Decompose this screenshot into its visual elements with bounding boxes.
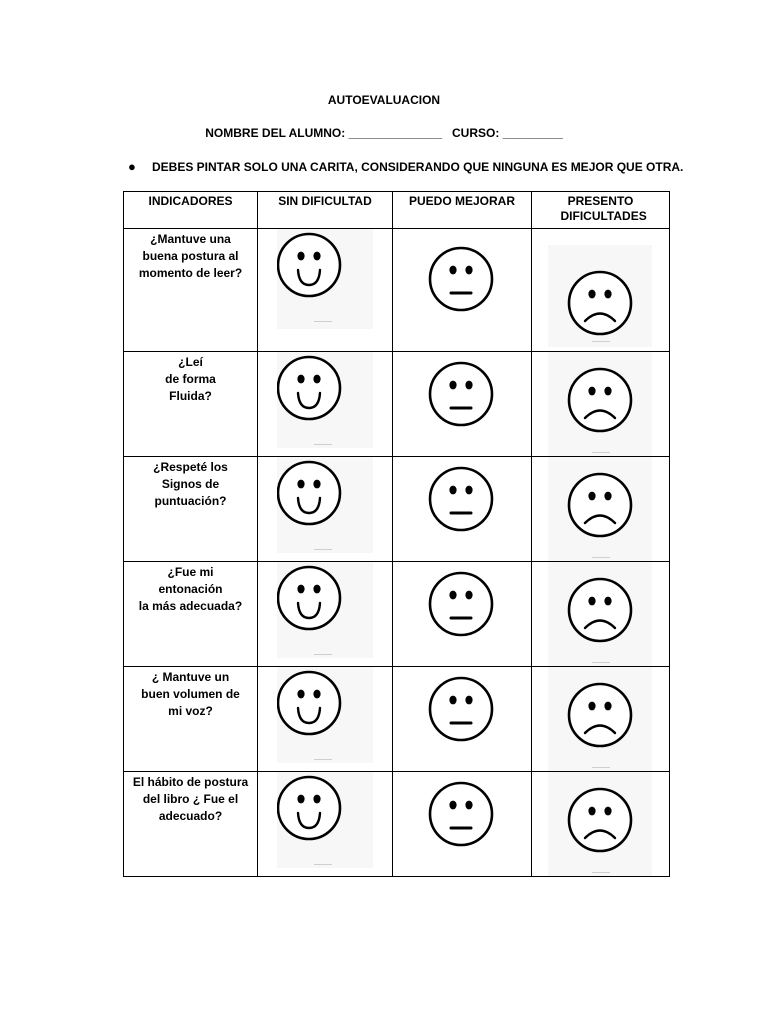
column-header-sin-dificultad: SIN DIFICULTAD [258,192,393,229]
face-option-cell[interactable] [532,229,670,352]
face-image [277,457,373,553]
indicator-text-line: Signos de [161,477,220,491]
indicator-text-line: ¿Mantuve una [150,232,231,246]
image-caption-mark [314,444,332,445]
face-image [421,673,505,757]
indicator-text-line: mi voz? [168,704,213,718]
indicator-cell [124,667,258,772]
face-image [548,352,652,456]
face-option-cell[interactable] [393,229,532,352]
indicator-cell [124,457,258,562]
table-row [124,352,670,457]
indicator-cell [124,352,258,457]
indicator-text-line: la más adecuada? [138,599,243,613]
face-option-cell[interactable] [393,772,532,877]
image-caption-mark [314,864,332,865]
table-header-row [124,192,670,229]
face-option-cell[interactable] [258,562,393,667]
face-option-cell[interactable] [393,352,532,457]
face-image [421,463,505,547]
indicator-text-line: El hábito de postura [132,775,249,789]
indicator-cell [124,772,258,877]
image-caption-mark [314,654,332,655]
image-caption-mark [592,767,610,768]
instruction-text: DEBES PINTAR SOLO UNA CARITA, CONSIDERANDO QUE NINGUNA ES MEJOR QUE OTRA. [152,160,684,174]
table-row [124,667,670,772]
face-image [548,457,652,561]
indicator-cell [124,562,258,667]
indicator-text-line: ¿Leí [178,355,203,369]
face-option-cell[interactable] [393,457,532,562]
table-row [124,772,670,877]
face-option-cell[interactable] [258,352,393,457]
image-caption-mark [314,759,332,760]
indicator-text-line: momento de leer? [138,266,243,280]
indicator-text-line: ¿Respeté los [153,460,228,474]
instruction [128,159,683,174]
indicator-text-line: de forma [165,372,216,386]
image-caption-mark [592,662,610,663]
column-header-presento-dificultades [532,192,670,229]
student-name-course-line: NOMBRE DEL ALUMNO: ______________ CURSO: _________ [205,126,563,140]
face-image [421,358,505,442]
face-option-cell[interactable] [258,457,393,562]
indicator-text-line: del libro ¿ Fue el [142,792,239,806]
face-option-cell[interactable] [532,772,670,877]
indicator-text-line: adecuado? [158,809,223,823]
indicator-text-line: entonación [158,582,223,596]
indicator-text-line: Fluida? [169,389,212,403]
face-image [548,667,652,771]
face-option-cell[interactable] [532,667,670,772]
face-image [277,229,373,329]
face-option-cell[interactable] [258,772,393,877]
column-header-puedo-mejorar: PUEDO MEJORAR [393,192,532,229]
indicator-text-line: buen volumen de [141,687,240,701]
face-image [277,352,373,448]
face-option-cell[interactable] [258,667,393,772]
indicator-text-line: puntuación? [154,494,227,508]
indicator-text-line: ¿Fue mi [167,565,214,579]
face-option-cell[interactable] [532,457,670,562]
table-row [124,457,670,562]
face-option-cell[interactable] [393,562,532,667]
column-header-presento-dificultades-text: PRESENTO DIFICULTADES [560,194,647,223]
face-image [277,667,373,763]
face-option-cell[interactable] [393,667,532,772]
face-image [277,562,373,658]
face-image [548,562,652,666]
image-caption-mark [592,557,610,558]
table-row [124,229,670,352]
face-image [421,778,505,862]
face-image [548,772,652,876]
image-caption-mark [592,341,610,342]
self-evaluation-table [123,191,670,877]
face-option-cell[interactable] [532,352,670,457]
face-image [421,568,505,652]
face-option-cell[interactable] [532,562,670,667]
table-row [124,562,670,667]
image-caption-mark [314,549,332,550]
page-title: AUTOEVALUACION [327,93,441,107]
bullet-icon: ● [128,159,136,174]
image-caption-mark [592,452,610,453]
column-header-indicadores: INDICADORES [124,192,258,229]
image-caption-mark [314,321,332,322]
face-option-cell[interactable] [258,229,393,352]
face-image [277,772,373,868]
indicator-text-line: buena postura al [142,249,239,263]
image-caption-mark [592,872,610,873]
indicator-text-line: ¿ Mantuve un [151,670,230,684]
face-image [548,245,652,347]
face-image [421,243,505,327]
indicator-cell [124,229,258,352]
